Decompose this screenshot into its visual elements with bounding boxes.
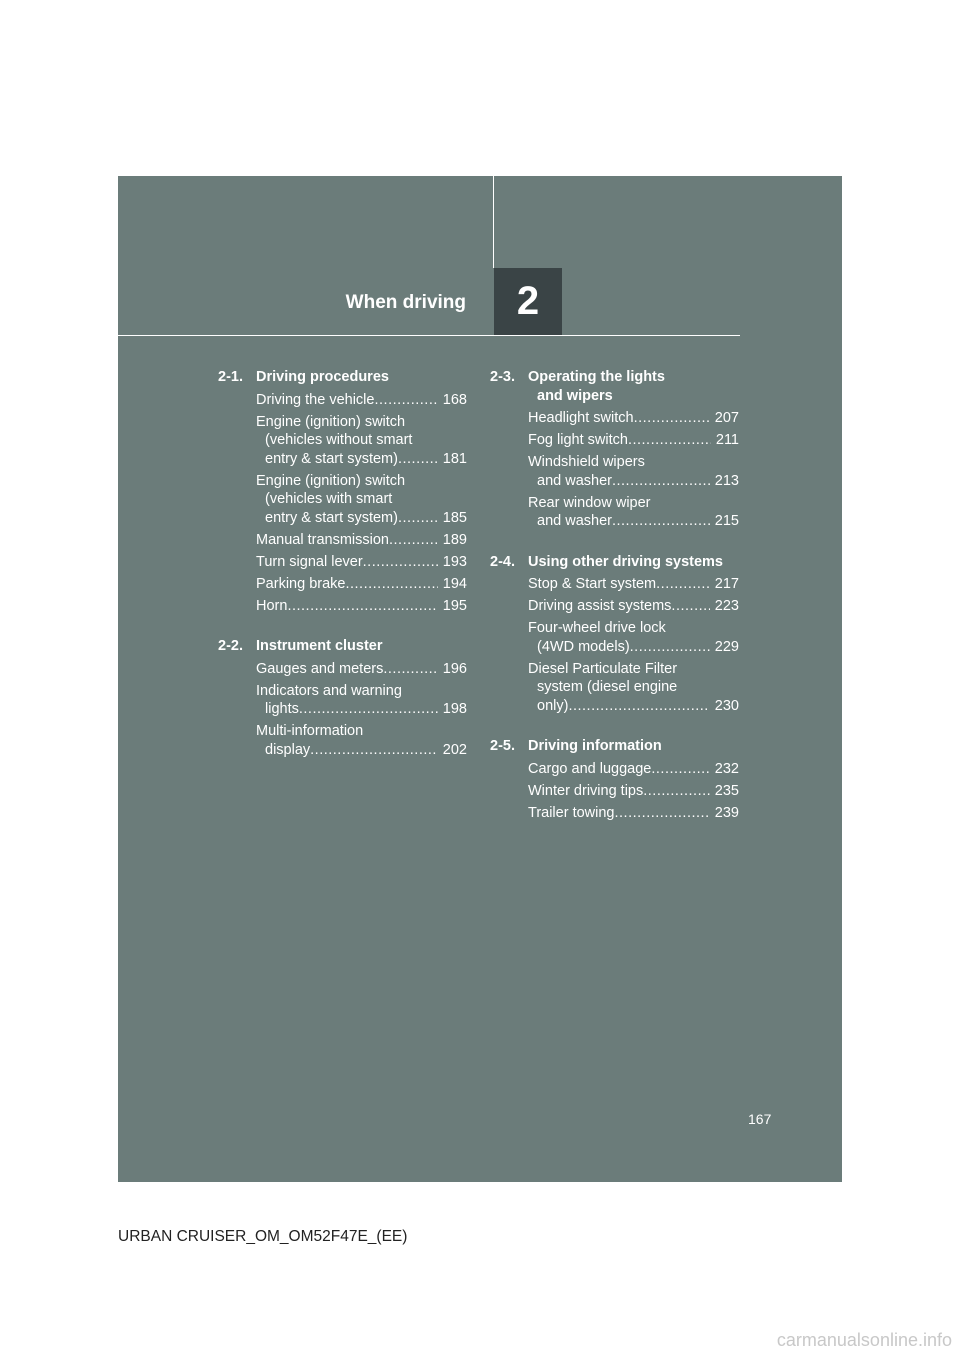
toc-entry-text: Headlight switch (528, 410, 634, 426)
toc-entry-text: Fog light switch (528, 432, 628, 448)
toc-entry-page: 194 (442, 575, 467, 592)
toc-entry-text: system (diesel engine (537, 679, 678, 695)
toc-entry-page: 168 (442, 391, 467, 408)
toc-entry-text: Windshield wipers (528, 454, 645, 470)
toc-entry-text: Engine (ignition) switch (256, 472, 406, 489)
toc-entry-line (528, 760, 739, 779)
section-title-line: Using other driving systems (528, 553, 723, 570)
dot-leader (630, 638, 710, 657)
toc-entry-text: (vehicles without smart (265, 432, 413, 448)
toc-entry-text: Manual transmission (256, 531, 389, 548)
toc-entry-page: 213 (714, 472, 739, 489)
toc-entry[interactable] (218, 660, 467, 679)
toc-entry-line (256, 575, 467, 594)
dot-leader (671, 597, 709, 616)
toc-entry-page: 239 (714, 804, 739, 821)
section-title-line: Driving procedures (256, 369, 389, 385)
toc-entry-text: Trailer towing (528, 804, 615, 821)
toc-entry-text: Multi-information (256, 723, 364, 739)
header-divider-vertical (493, 176, 494, 268)
toc-entry-page: 193 (442, 553, 467, 570)
toc-entry-text: Horn (256, 597, 288, 614)
toc-entry-text: Cargo and luggage (528, 760, 652, 777)
section-heading (490, 737, 739, 756)
toc-entry-text: Stop & Start system (528, 576, 657, 592)
toc-entry-text: and washer (537, 513, 612, 529)
toc-entry-page: 181 (442, 450, 467, 467)
section-title-line: Driving information (528, 738, 662, 754)
section-title (528, 368, 739, 405)
dot-leader (612, 512, 710, 531)
section-title-line: Instrument cluster (256, 638, 383, 654)
section-title (256, 368, 467, 387)
toc-entry-page: 195 (442, 597, 467, 614)
toc-entry-page: 215 (714, 513, 739, 529)
toc-section (218, 637, 467, 759)
dot-leader (287, 597, 437, 616)
toc-entry-page: 189 (442, 531, 467, 548)
toc-entry[interactable] (490, 597, 739, 616)
dot-leader (651, 760, 709, 779)
toc-entry-line (528, 575, 739, 594)
toc-entry[interactable] (218, 682, 467, 719)
toc-entry-page: 232 (714, 760, 739, 777)
toc-entry-page: 198 (442, 701, 467, 717)
dot-leader (299, 700, 438, 719)
toc-entry-line (528, 431, 739, 450)
toc-entry-text: (vehicles with smart (265, 491, 393, 507)
dot-leader (628, 431, 711, 450)
toc-section (490, 553, 739, 716)
toc-entry-text: lights (265, 701, 299, 717)
toc-entry-line (256, 553, 467, 572)
toc-entry-page: 223 (714, 598, 739, 614)
toc-entry-page: 229 (714, 638, 739, 655)
toc-entry-text: Four-wheel drive lock (528, 620, 666, 636)
dot-leader (615, 804, 710, 823)
toc-entry[interactable] (218, 553, 467, 572)
toc-entry-line (528, 638, 739, 657)
header-divider-horizontal (118, 335, 740, 336)
toc-entry-page: 217 (714, 576, 739, 592)
section-heading (490, 368, 739, 405)
dot-leader (389, 531, 438, 550)
toc-entry-page: 185 (442, 509, 467, 526)
dot-leader (634, 409, 710, 428)
section-number: 2-2. (218, 638, 243, 654)
section-heading (218, 368, 467, 387)
section-number: 2-5. (490, 738, 515, 754)
dot-leader (363, 553, 438, 572)
toc-entry[interactable] (490, 494, 739, 531)
chapter-title: When driving (345, 292, 466, 313)
toc-entry-page: 211 (715, 432, 739, 448)
toc-entry-text: Winter driving tips (528, 782, 644, 799)
section-title-line: Operating the lights (528, 369, 665, 385)
toc-column-left (218, 368, 467, 781)
toc-entry-page: 196 (442, 660, 467, 677)
toc-entry-text: Driving assist systems (528, 598, 672, 614)
toc-entry-page: 202 (442, 741, 467, 758)
toc-entry[interactable] (490, 431, 739, 450)
dot-leader (612, 472, 710, 491)
section-title (256, 637, 467, 656)
toc-entry[interactable] (218, 597, 467, 616)
toc-entry-line (528, 804, 739, 823)
toc-entry-text: Parking brake (256, 575, 346, 592)
toc-entry-line (256, 450, 467, 469)
toc-entry-line (256, 531, 467, 550)
toc-entry-line (528, 597, 739, 616)
toc-entry[interactable] (218, 391, 467, 410)
toc-entry-page: 207 (714, 410, 739, 426)
toc-entry-line (256, 509, 467, 528)
toc-entry-line (256, 700, 467, 719)
toc-entry-line (528, 512, 739, 531)
toc-entry-text: (4WD models) (537, 638, 630, 655)
toc-entry-text: Diesel Particulate Filter (528, 660, 678, 677)
toc-entry[interactable] (490, 782, 739, 801)
toc-entry-line (256, 660, 467, 679)
toc-entry-text: Rear window wiper (528, 494, 651, 511)
toc-entry[interactable] (218, 413, 467, 469)
toc-entry[interactable] (218, 531, 467, 550)
section-number: 2-3. (490, 369, 515, 385)
toc-entry-page: 230 (714, 697, 739, 714)
toc-entry[interactable] (490, 804, 739, 823)
toc-entry-page: 235 (714, 782, 739, 799)
toc-entry-text: and washer (537, 472, 612, 489)
toc-entry-line (528, 472, 739, 491)
dot-leader (398, 509, 438, 528)
toc-entry-text: Indicators and warning (256, 682, 402, 699)
document-code-footer: URBAN CRUISER_OM_OM52F47E_(EE) (118, 1228, 408, 1245)
toc-entry-text: entry & start system) (265, 450, 398, 467)
toc-section (218, 368, 467, 615)
dot-leader (310, 741, 438, 760)
section-number: 2-1. (218, 369, 243, 385)
toc-entry[interactable] (218, 575, 467, 594)
toc-entry-line (256, 741, 467, 760)
toc-entry-line (528, 697, 739, 716)
toc-entry-line (528, 409, 739, 428)
toc-entry-text: Engine (ignition) switch (256, 413, 406, 430)
toc-entry-text: display (265, 741, 311, 758)
toc-entry-text: only) (537, 697, 569, 714)
toc-column-right (490, 368, 739, 844)
section-title (528, 553, 739, 572)
toc-entry[interactable] (490, 660, 739, 716)
toc-entry-text: Driving the vehicle (256, 391, 375, 408)
toc-entry[interactable] (490, 760, 739, 779)
toc-section (490, 737, 739, 822)
dot-leader (568, 697, 709, 716)
section-heading (490, 553, 739, 572)
section-title (528, 737, 739, 756)
dot-leader (374, 391, 437, 410)
dot-leader (643, 782, 710, 801)
toc-entry[interactable] (490, 409, 739, 428)
toc-entry[interactable] (218, 472, 467, 528)
page-number: 167 (748, 1111, 772, 1127)
toc-entry-line (528, 782, 739, 801)
dot-leader (383, 660, 437, 679)
chapter-number-badge: 2 (494, 268, 562, 335)
dot-leader (656, 575, 710, 594)
toc-entry-text: Turn signal lever (256, 553, 363, 570)
dot-leader (345, 575, 437, 594)
toc-entry-text: Gauges and meters (256, 660, 384, 677)
toc-entry-line (256, 597, 467, 616)
toc-entry[interactable] (490, 453, 739, 490)
dot-leader (398, 450, 438, 469)
section-title-line: and wipers (537, 387, 613, 404)
section-heading (218, 637, 467, 656)
toc-section (490, 368, 739, 531)
toc-entry[interactable] (490, 619, 739, 656)
toc-entry-line (256, 391, 467, 410)
toc-entry-text: entry & start system) (265, 509, 398, 526)
section-number: 2-4. (490, 553, 515, 570)
watermark: carmanualsonline.info (776, 1330, 952, 1350)
toc-entry[interactable] (218, 722, 467, 759)
toc-entry[interactable] (490, 575, 739, 594)
